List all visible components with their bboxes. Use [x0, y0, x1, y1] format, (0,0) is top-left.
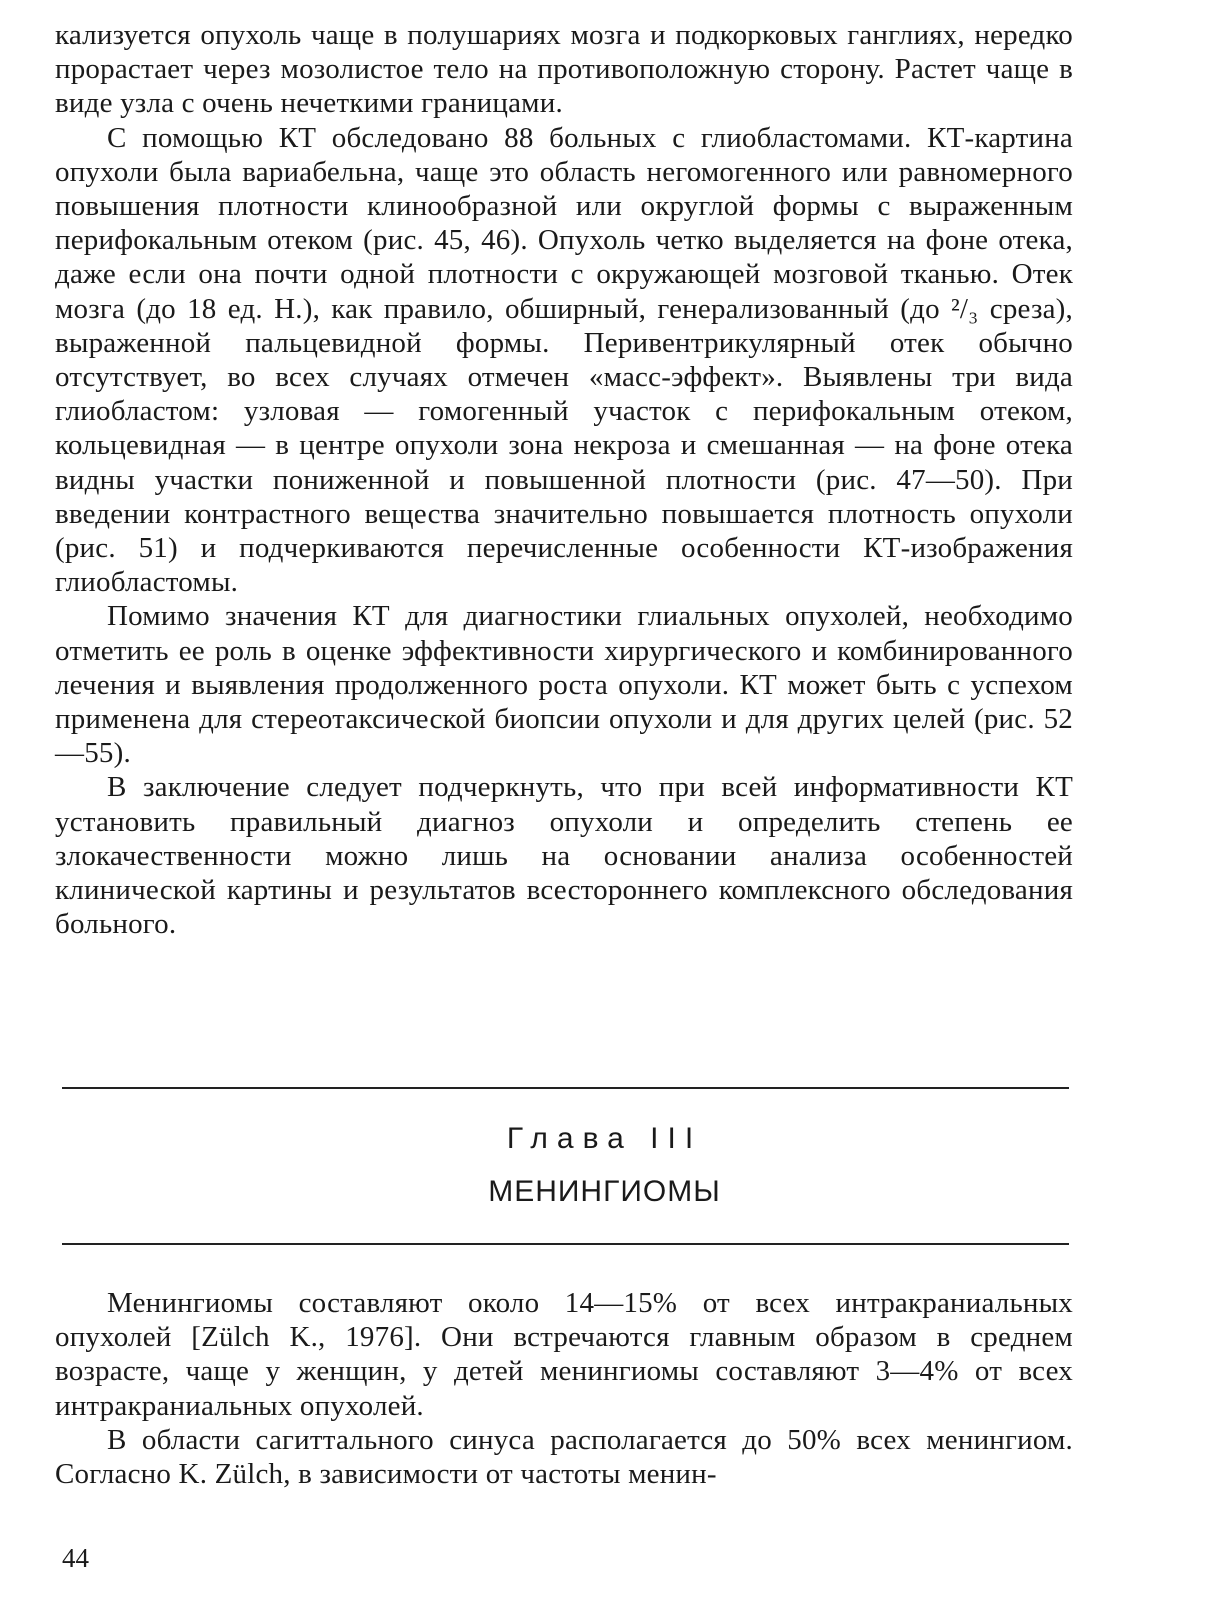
paragraph-sagittal-sinus: В области сагиттального синуса располагается до 50% всех менингиом. Согласно K. Zülch, в зависимости от частоты менин- — [55, 1423, 1073, 1491]
paragraph-conclusion: В заключение следует подчеркнуть, что при всей информативности КТ установить правильный диагноз опухоли и определить степень ее злокачественности можно лишь на основании анализа особенностей клинической картины и результатов всестороннего комплексного обследования больного. — [55, 771, 1073, 941]
paragraph-continuation: кализуется опухоль чаще в полушариях мозга и подкорковых ганглиях, нередко прорастает через мозолистое тело на противоположную сторону. Растет чаще в виде узла с очень нечеткими границами. — [55, 19, 1073, 120]
chapter-divider-bottom — [62, 1243, 1069, 1245]
chapter-title: МЕНИНГИОМЫ — [488, 1175, 721, 1208]
paragraph-glioblastoma-ct: С помощью КТ обследовано 88 больных с глиобластомами. КТ-картина опухоли была вариабельна, чаще это область негомогенного или равномерного повышения плотности клинообразной или округлой формы с выраженным перифокальным отеком (рис. 45, 46). Опухоль четко выделяется на фоне отека, даже если она почти одной плотности с окружающей мозговой тканью. Отек мозга (до 18 ед. Н.), как правило, обширный, генерализованный (до ²/₃ среза), выраженной пальцевидной формы. Перивентрикулярный отек обычно отсутствует, во всех случаях отмечен «масс-эффект». Выявлены три вида глиобластом: узловая — гомогенный участок с перифокальным отеком, кольцевидная — в центре опухоли зона некроза и смешанная — на фоне отека видны участки пониженной и повышенной плотности (рис. 47—50). При введении контрастного вещества значительно повышается плотность опухоли (рис. 51) и подчеркиваются перечисленные особенности КТ-изображения глиобластомы. — [55, 121, 1073, 599]
page-number: 44 — [62, 1543, 89, 1573]
chapter-divider-top — [62, 1087, 1069, 1089]
paragraph-meningioma-intro: Менингиомы составляют около 14—15% от всех интракраниальных опухолей [Zülch K., 1976]. Они встречаются главным образом в среднем возрасте, чаще у женщин, у детей менингиомы составляют 3—4% от всех интракраниальных опухолей. — [55, 1287, 1073, 1422]
paragraph-ct-role: Помимо значения КТ для диагностики глиальных опухолей, необходимо отметить ее роль в оценке эффективности хирургического и комбинированного лечения и выявления продолженного роста опухоли. КТ может быть с успехом применена для стереотаксической биопсии опухоли и для других целей (рис. 52—55). — [55, 600, 1073, 770]
body-text-lower — [55, 1286, 1073, 1491]
chapter-label: Глава III — [506, 1122, 703, 1155]
body-text-upper — [55, 18, 1073, 941]
